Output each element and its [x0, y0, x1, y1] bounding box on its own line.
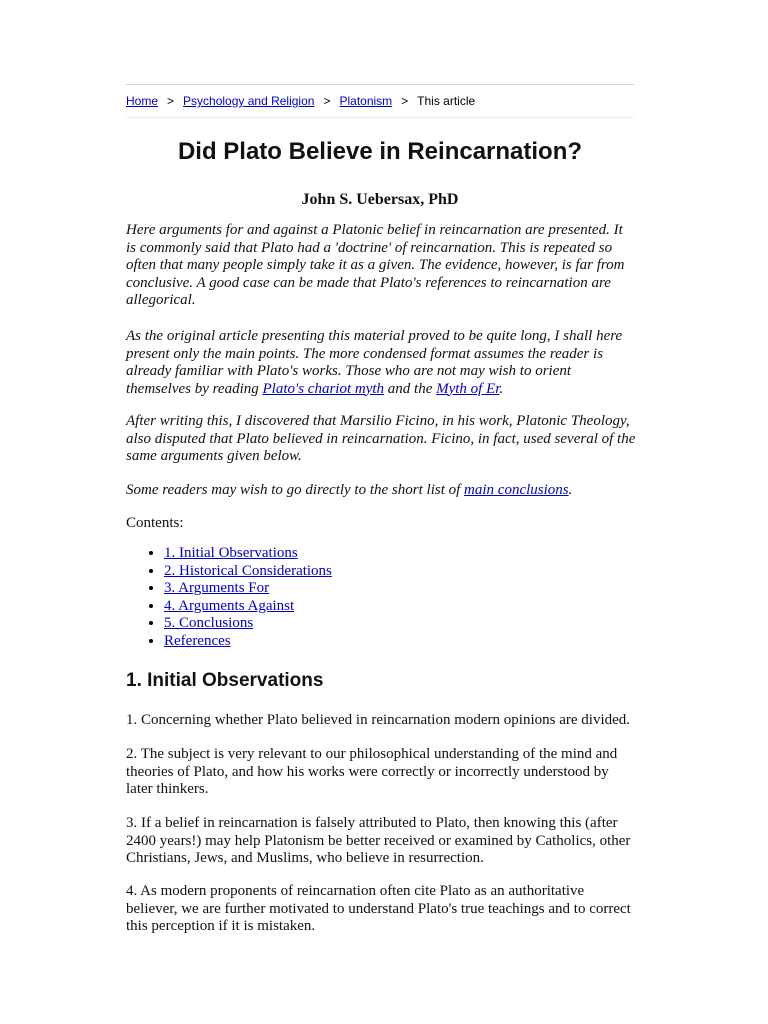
- article-author: John S. Uebersax, PhD: [301, 191, 459, 208]
- toc-link-historical-considerations[interactable]: 2. Historical Considerations: [164, 562, 332, 579]
- breadcrumb-platonism-link[interactable]: Platonism: [339, 94, 393, 108]
- intro4-end-text: .: [568, 482, 573, 498]
- toc-item: [164, 598, 332, 616]
- toc-item: [164, 633, 332, 651]
- breadcrumb-psychology-religion-link[interactable]: Psychology and Religion: [183, 94, 315, 108]
- intro-paragraph-1: Here arguments for and against a Platonic belief in reincarnation are presented. It is commonly said that Plato had a 'doctrine' of reincarnation. This is repeated so often that many people simply take it as a given. The evidence, however, is far from conclusive. A good case can be made that Plato's references to reincarnation are allegorical.: [126, 222, 625, 308]
- breadcrumb: [126, 94, 475, 108]
- observation-paragraph-2: 2. The subject is very relevant to our philosophical understanding of the mind and theories of Plato, and how his works were correctly or incorrectly understood by later thinkers.: [126, 746, 618, 797]
- toc-link-conclusions[interactable]: 5. Conclusions: [164, 615, 254, 632]
- observation-paragraph-3: 3. If a belief in reincarnation is falsely attributed to Plato, then knowing this (after 2400 years!) may help Platonism be better received or examined by Catholics, other Christians, Jews, and Muslims, who believe in resurrection.: [126, 815, 631, 866]
- chariot-myth-link[interactable]: Plato's chariot myth: [262, 380, 385, 397]
- observation-paragraph-1: 1. Concerning whether Plato believed in reincarnation modern opinions are divided.: [126, 712, 631, 728]
- article-title: Did Plato Believe in Reincarnation?: [177, 138, 583, 165]
- intro-paragraph-4: [126, 482, 636, 500]
- contents-label: Contents:: [126, 515, 184, 531]
- intro-paragraph-2: [126, 328, 636, 398]
- intro2-text: As the original article presenting this material proved to be quite long, I shall here present only the main points. The more condensed format assumes the reader is already familiar with Plato's works. Those who are not may wish to orient themselves by reading: [126, 328, 623, 397]
- toc-item: [164, 615, 332, 633]
- toc-link-arguments-against[interactable]: 4. Arguments Against: [164, 597, 295, 614]
- table-of-contents: [126, 545, 332, 651]
- myth-of-er-link[interactable]: Myth of Er: [436, 380, 500, 397]
- intro2-mid-text: and the: [384, 380, 437, 397]
- breadcrumb-separator: >: [323, 94, 331, 108]
- breadcrumb-bottom-rule: [126, 117, 634, 118]
- toc-item: [164, 545, 332, 563]
- main-conclusions-link[interactable]: main conclusions: [464, 482, 569, 498]
- breadcrumb-separator: >: [167, 94, 175, 108]
- toc-item: [164, 580, 332, 598]
- intro2-end-text: .: [499, 380, 504, 397]
- breadcrumb-home-link[interactable]: Home: [126, 94, 159, 108]
- toc-link-initial-observations[interactable]: 1. Initial Observations: [164, 545, 298, 561]
- breadcrumb-top-rule: [126, 84, 634, 85]
- toc-item: [164, 563, 332, 581]
- intro4-text: Some readers may wish to go directly to the short list of: [126, 482, 465, 498]
- section-1-heading: 1. Initial Observations: [126, 670, 324, 691]
- breadcrumb-current: This article: [417, 94, 476, 108]
- observation-paragraph-4: 4. As modern proponents of reincarnation often cite Plato as an authoritative believer, we are further motivated to understand Plato's true teachings and to correct this perception if it is mistaken.: [126, 883, 631, 934]
- intro-paragraph-3: After writing this, I discovered that Marsilio Ficino, in his work, Platonic Theology, also disputed that Plato believed in reincarnation. Ficino, in fact, used several of the same arguments given below.: [126, 413, 636, 464]
- toc-link-arguments-for[interactable]: 3. Arguments For: [164, 580, 270, 597]
- toc-link-references[interactable]: References: [164, 632, 231, 649]
- breadcrumb-separator: >: [401, 94, 409, 108]
